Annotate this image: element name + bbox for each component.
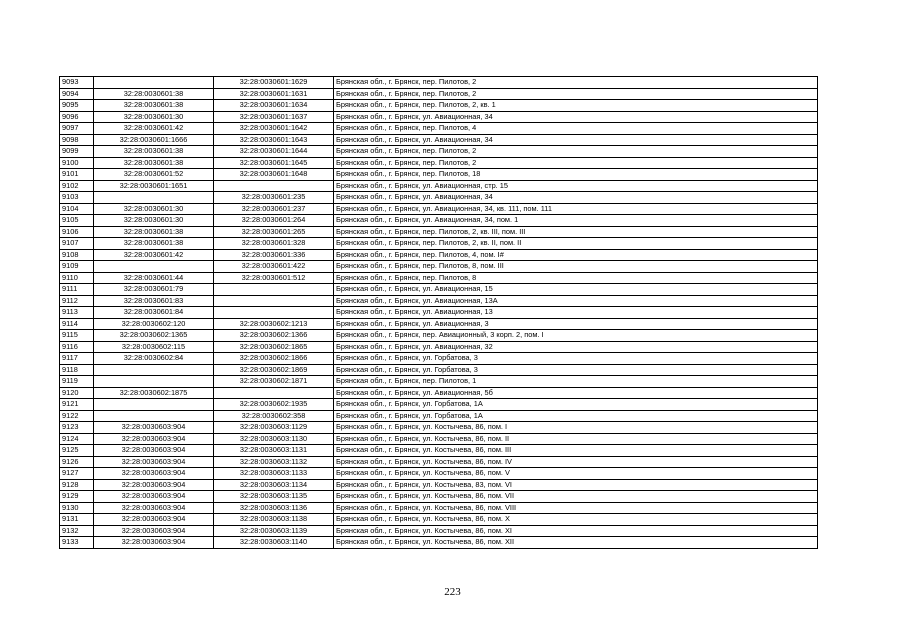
object-number-cell: 32:28:0030602:1871 (214, 376, 334, 388)
address-cell: Брянская обл., г. Брянск, пер. Пилотов, 4 (334, 123, 818, 135)
parcel-number-cell: 32:28:0030601:38 (94, 100, 214, 112)
row-number-cell: 9096 (60, 111, 94, 123)
object-number-cell: 32:28:0030603:1140 (214, 537, 334, 549)
parcel-number-cell: 32:28:0030603:904 (94, 479, 214, 491)
address-cell: Брянская обл., г. Брянск, ул. Костычева, 86, пом. X (334, 514, 818, 526)
address-cell: Брянская обл., г. Брянск, пер. Пилотов, 8 (334, 272, 818, 284)
address-cell: Брянская обл., г. Брянск, ул. Горбатова, 3 (334, 364, 818, 376)
object-number-cell (214, 387, 334, 399)
row-number-cell: 9118 (60, 364, 94, 376)
row-number-cell: 9130 (60, 502, 94, 514)
table-row (60, 491, 818, 503)
object-number-cell: 32:28:0030603:1135 (214, 491, 334, 503)
object-number-cell: 32:28:0030602:1935 (214, 399, 334, 411)
object-number-cell: 32:28:0030601:1645 (214, 157, 334, 169)
address-cell: Брянская обл., г. Брянск, пер. Пилотов, 2, кв. III, пом. III (334, 226, 818, 238)
row-number-cell: 9097 (60, 123, 94, 135)
parcel-number-cell: 32:28:0030601:38 (94, 146, 214, 158)
table-row (60, 502, 818, 514)
table-row (60, 123, 818, 135)
parcel-number-cell: 32:28:0030601:1651 (94, 180, 214, 192)
object-number-cell (214, 180, 334, 192)
row-number-cell: 9132 (60, 525, 94, 537)
table-row (60, 77, 818, 89)
table-row (60, 203, 818, 215)
address-cell: Брянская обл., г. Брянск, ул. Авиационная, 13 (334, 307, 818, 319)
row-number-cell: 9102 (60, 180, 94, 192)
parcel-number-cell: 32:28:0030603:904 (94, 491, 214, 503)
row-number-cell: 9125 (60, 445, 94, 457)
row-number-cell: 9117 (60, 353, 94, 365)
parcel-number-cell: 32:28:0030601:83 (94, 295, 214, 307)
address-cell: Брянская обл., г. Брянск, ул. Авиационная, 13А (334, 295, 818, 307)
row-number-cell: 9115 (60, 330, 94, 342)
object-number-cell: 32:28:0030601:1629 (214, 77, 334, 89)
address-cell: Брянская обл., г. Брянск, ул. Горбатова, 3 (334, 353, 818, 365)
table-row (60, 146, 818, 158)
object-number-cell: 32:28:0030603:1131 (214, 445, 334, 457)
parcel-number-cell: 32:28:0030603:904 (94, 525, 214, 537)
object-number-cell: 32:28:0030601:237 (214, 203, 334, 215)
row-number-cell: 9114 (60, 318, 94, 330)
row-number-cell: 9113 (60, 307, 94, 319)
address-cell: Брянская обл., г. Брянск, ул. Костычева, 86, пом. I (334, 422, 818, 434)
table-row (60, 134, 818, 146)
table-row (60, 445, 818, 457)
object-number-cell: 32:28:0030602:1869 (214, 364, 334, 376)
parcel-number-cell (94, 77, 214, 89)
address-cell: Брянская обл., г. Брянск, ул. Авиационная, 34 (334, 111, 818, 123)
table-row (60, 111, 818, 123)
parcel-number-cell: 32:28:0030601:30 (94, 111, 214, 123)
object-number-cell: 32:28:0030601:336 (214, 249, 334, 261)
address-cell: Брянская обл., г. Брянск, ул. Горбатова, 1А (334, 410, 818, 422)
row-number-cell: 9095 (60, 100, 94, 112)
table-row (60, 330, 818, 342)
row-number-cell: 9116 (60, 341, 94, 353)
address-cell: Брянская обл., г. Брянск, ул. Горбатова, 1А (334, 399, 818, 411)
object-number-cell: 32:28:0030602:1366 (214, 330, 334, 342)
row-number-cell: 9129 (60, 491, 94, 503)
table-row (60, 353, 818, 365)
table-row (60, 261, 818, 273)
parcel-number-cell: 32:28:0030601:84 (94, 307, 214, 319)
address-cell: Брянская обл., г. Брянск, пер. Пилотов, 2 (334, 157, 818, 169)
row-number-cell: 9124 (60, 433, 94, 445)
row-number-cell: 9100 (60, 157, 94, 169)
address-cell: Брянская обл., г. Брянск, ул. Авиационная, стр. 15 (334, 180, 818, 192)
address-cell: Брянская обл., г. Брянск, ул. Авиационная, 3 (334, 318, 818, 330)
row-number-cell: 9107 (60, 238, 94, 250)
address-cell: Брянская обл., г. Брянск, пер. Пилотов, 2 (334, 146, 818, 158)
table-row (60, 169, 818, 181)
table-row (60, 456, 818, 468)
table-row (60, 433, 818, 445)
table-row (60, 468, 818, 480)
object-number-cell (214, 307, 334, 319)
row-number-cell: 9120 (60, 387, 94, 399)
address-cell: Брянская обл., г. Брянск, ул. Костычева, 86, пом. VII (334, 491, 818, 503)
row-number-cell: 9103 (60, 192, 94, 204)
object-number-cell: 32:28:0030601:328 (214, 238, 334, 250)
table-row (60, 479, 818, 491)
object-number-cell: 32:28:0030601:1634 (214, 100, 334, 112)
row-number-cell: 9127 (60, 468, 94, 480)
table-row (60, 537, 818, 549)
address-cell: Брянская обл., г. Брянск, пер. Пилотов, 2, кв. II, пом. II (334, 238, 818, 250)
address-cell: Брянская обл., г. Брянск, ул. Костычева, 86, пом. VIII (334, 502, 818, 514)
table-row (60, 376, 818, 388)
object-number-cell: 32:28:0030602:1865 (214, 341, 334, 353)
object-number-cell: 32:28:0030601:1648 (214, 169, 334, 181)
parcel-number-cell: 32:28:0030601:42 (94, 249, 214, 261)
row-number-cell: 9122 (60, 410, 94, 422)
page-number: 223 (444, 586, 461, 598)
object-number-cell: 32:28:0030603:1130 (214, 433, 334, 445)
object-number-cell: 32:28:0030603:1134 (214, 479, 334, 491)
object-number-cell: 32:28:0030601:1644 (214, 146, 334, 158)
row-number-cell: 9123 (60, 422, 94, 434)
table-row (60, 215, 818, 227)
table-row (60, 410, 818, 422)
address-cell: Брянская обл., г. Брянск, пер. Пилотов, 8, пом. III (334, 261, 818, 273)
parcel-number-cell: 32:28:0030603:904 (94, 433, 214, 445)
parcel-number-cell: 32:28:0030601:52 (94, 169, 214, 181)
registry-table (59, 76, 818, 549)
address-cell: Брянская обл., г. Брянск, пер. Пилотов, 2, кв. 1 (334, 100, 818, 112)
parcel-number-cell: 32:28:0030602:1365 (94, 330, 214, 342)
table-row (60, 341, 818, 353)
address-cell: Брянская обл., г. Брянск, пер. Авиационный, 3 корп. 2, пом. I (334, 330, 818, 342)
address-cell: Брянская обл., г. Брянск, ул. Авиационная, 34 (334, 192, 818, 204)
parcel-number-cell: 32:28:0030601:30 (94, 203, 214, 215)
table-row (60, 387, 818, 399)
address-cell: Брянская обл., г. Брянск, ул. Костычева, 86, пом. XI (334, 525, 818, 537)
object-number-cell: 32:28:0030603:1138 (214, 514, 334, 526)
parcel-number-cell: 32:28:0030603:904 (94, 514, 214, 526)
parcel-number-cell: 32:28:0030601:42 (94, 123, 214, 135)
parcel-number-cell: 32:28:0030603:904 (94, 456, 214, 468)
row-number-cell: 9093 (60, 77, 94, 89)
parcel-number-cell: 32:28:0030603:904 (94, 502, 214, 514)
object-number-cell: 32:28:0030601:512 (214, 272, 334, 284)
address-cell: Брянская обл., г. Брянск, ул. Костычева, 86, пом. XII (334, 537, 818, 549)
row-number-cell: 9101 (60, 169, 94, 181)
table-row (60, 525, 818, 537)
parcel-number-cell: 32:28:0030603:904 (94, 445, 214, 457)
parcel-number-cell: 32:28:0030601:79 (94, 284, 214, 296)
table-row (60, 192, 818, 204)
row-number-cell: 9131 (60, 514, 94, 526)
registry-table-body (60, 77, 818, 549)
parcel-number-cell: 32:28:0030602:120 (94, 318, 214, 330)
parcel-number-cell (94, 364, 214, 376)
address-cell: Брянская обл., г. Брянск, ул. Костычева, 86, пом. V (334, 468, 818, 480)
table-row (60, 100, 818, 112)
parcel-number-cell (94, 399, 214, 411)
object-number-cell: 32:28:0030602:1213 (214, 318, 334, 330)
row-number-cell: 9128 (60, 479, 94, 491)
object-number-cell: 32:28:0030601:235 (214, 192, 334, 204)
address-cell: Брянская обл., г. Брянск, ул. Авиационная, 5б (334, 387, 818, 399)
table-row (60, 364, 818, 376)
table-row (60, 226, 818, 238)
parcel-number-cell: 32:28:0030601:44 (94, 272, 214, 284)
parcel-number-cell: 32:28:0030601:38 (94, 226, 214, 238)
parcel-number-cell (94, 192, 214, 204)
address-cell: Брянская обл., г. Брянск, пер. Пилотов, 4, пом. I# (334, 249, 818, 261)
object-number-cell: 32:28:0030601:1637 (214, 111, 334, 123)
object-number-cell: 32:28:0030601:1642 (214, 123, 334, 135)
table-row (60, 238, 818, 250)
object-number-cell: 32:28:0030601:422 (214, 261, 334, 273)
parcel-number-cell: 32:28:0030603:904 (94, 422, 214, 434)
address-cell: Брянская обл., г. Брянск, ул. Авиационная, 34 (334, 134, 818, 146)
table-row (60, 514, 818, 526)
parcel-number-cell: 32:28:0030601:38 (94, 157, 214, 169)
table-row (60, 88, 818, 100)
object-number-cell: 32:28:0030601:1643 (214, 134, 334, 146)
parcel-number-cell: 32:28:0030602:1875 (94, 387, 214, 399)
table-row (60, 295, 818, 307)
object-number-cell: 32:28:0030601:265 (214, 226, 334, 238)
object-number-cell (214, 284, 334, 296)
address-cell: Брянская обл., г. Брянск, ул. Авиационная, 34, кв. 111, пом. 111 (334, 203, 818, 215)
parcel-number-cell: 32:28:0030601:30 (94, 215, 214, 227)
parcel-number-cell: 32:28:0030603:904 (94, 537, 214, 549)
table-row (60, 422, 818, 434)
object-number-cell: 32:28:0030603:1139 (214, 525, 334, 537)
row-number-cell: 9105 (60, 215, 94, 227)
parcel-number-cell: 32:28:0030603:904 (94, 468, 214, 480)
table-row (60, 284, 818, 296)
object-number-cell: 32:28:0030602:1866 (214, 353, 334, 365)
object-number-cell: 32:28:0030601:1631 (214, 88, 334, 100)
row-number-cell: 9098 (60, 134, 94, 146)
row-number-cell: 9099 (60, 146, 94, 158)
parcel-number-cell: 32:28:0030601:1666 (94, 134, 214, 146)
object-number-cell: 32:28:0030603:1132 (214, 456, 334, 468)
address-cell: Брянская обл., г. Брянск, ул. Авиационная, 15 (334, 284, 818, 296)
address-cell: Брянская обл., г. Брянск, пер. Пилотов, 18 (334, 169, 818, 181)
row-number-cell: 9109 (60, 261, 94, 273)
row-number-cell: 9111 (60, 284, 94, 296)
table-row (60, 399, 818, 411)
address-cell: Брянская обл., г. Брянск, ул. Костычева, 86, пом. II (334, 433, 818, 445)
object-number-cell (214, 295, 334, 307)
object-number-cell: 32:28:0030603:1136 (214, 502, 334, 514)
address-cell: Брянская обл., г. Брянск, ул. Костычева, 83, пом. VI (334, 479, 818, 491)
row-number-cell: 9104 (60, 203, 94, 215)
row-number-cell: 9133 (60, 537, 94, 549)
address-cell: Брянская обл., г. Брянск, ул. Костычева, 86, пом. III (334, 445, 818, 457)
table-row (60, 318, 818, 330)
address-cell: Брянская обл., г. Брянск, ул. Костычева, 86, пом. IV (334, 456, 818, 468)
parcel-number-cell (94, 261, 214, 273)
parcel-number-cell (94, 376, 214, 388)
row-number-cell: 9106 (60, 226, 94, 238)
address-cell: Брянская обл., г. Брянск, пер. Пилотов, 1 (334, 376, 818, 388)
table-row (60, 307, 818, 319)
address-cell: Брянская обл., г. Брянск, ул. Авиационная, 34, пом. 1 (334, 215, 818, 227)
table-row (60, 272, 818, 284)
object-number-cell: 32:28:0030603:1129 (214, 422, 334, 434)
row-number-cell: 9121 (60, 399, 94, 411)
row-number-cell: 9108 (60, 249, 94, 261)
address-cell: Брянская обл., г. Брянск, пер. Пилотов, 2 (334, 77, 818, 89)
row-number-cell: 9119 (60, 376, 94, 388)
parcel-number-cell: 32:28:0030602:84 (94, 353, 214, 365)
table-row (60, 249, 818, 261)
parcel-number-cell: 32:28:0030602:115 (94, 341, 214, 353)
row-number-cell: 9126 (60, 456, 94, 468)
object-number-cell: 32:28:0030601:264 (214, 215, 334, 227)
row-number-cell: 9094 (60, 88, 94, 100)
parcel-number-cell: 32:28:0030601:38 (94, 238, 214, 250)
table-row (60, 180, 818, 192)
object-number-cell: 32:28:0030603:1133 (214, 468, 334, 480)
parcel-number-cell: 32:28:0030601:38 (94, 88, 214, 100)
object-number-cell: 32:28:0030602:358 (214, 410, 334, 422)
parcel-number-cell (94, 410, 214, 422)
row-number-cell: 9112 (60, 295, 94, 307)
address-cell: Брянская обл., г. Брянск, ул. Авиационная, 32 (334, 341, 818, 353)
address-cell: Брянская обл., г. Брянск, пер. Пилотов, 2 (334, 88, 818, 100)
table-row (60, 157, 818, 169)
row-number-cell: 9110 (60, 272, 94, 284)
